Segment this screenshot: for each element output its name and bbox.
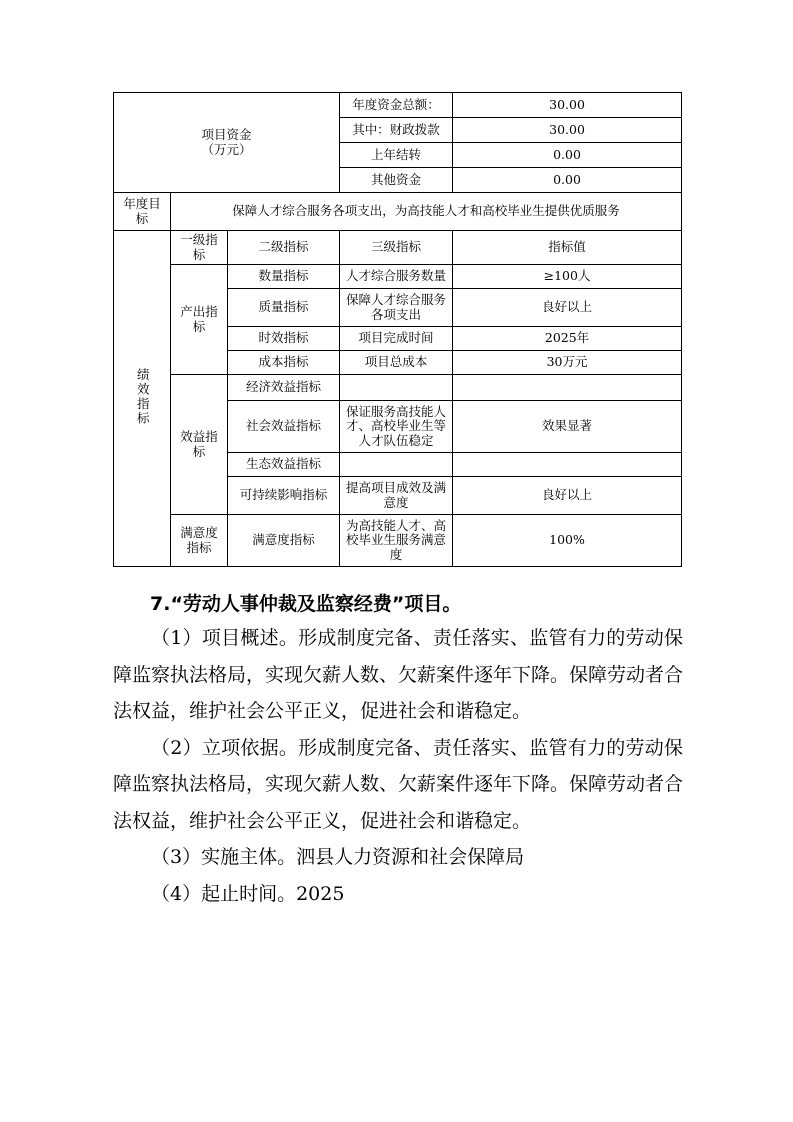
paragraph: （3）实施主体。泗县人力资源和社会保障局 <box>151 846 525 868</box>
value-cell: ≥100人 <box>453 265 682 289</box>
level3-cell: 保证服务高技能人才、高校毕业生等人才队伍稳定 <box>340 401 453 453</box>
value-cell <box>453 375 682 401</box>
performance-label <box>114 231 171 567</box>
satisfaction-label: 满意度指标 <box>171 515 228 567</box>
value-cell: 良好以上 <box>453 289 682 327</box>
value-cell: 30万元 <box>453 351 682 375</box>
output-label: 产出指标 <box>171 265 228 375</box>
value-cell: 良好以上 <box>453 477 682 515</box>
level3-cell <box>340 375 453 401</box>
paragraph: （2）立项依据。形成制度完备、责任落实、监管有力的劳动保障监察执法格局，实现欠薪人数、欠薪案件逐年下降。保障劳动者合法权益，维护社会公平正义，促进社会和谐稳定。 <box>113 736 684 832</box>
performance-label-text: 绩效指标 <box>135 367 151 426</box>
header-level1: 一级指标 <box>171 231 228 265</box>
section-heading: 7.“劳动人事仲裁及监察经费”项目。 <box>150 593 462 615</box>
value-cell: 100% <box>453 515 682 567</box>
annual-goal-label: 年度目标 <box>114 193 171 231</box>
funds-row-value: 0.00 <box>453 168 682 193</box>
level2-cell: 质量指标 <box>228 289 340 327</box>
section-body <box>113 620 683 912</box>
funds-row-label: 其他资金 <box>340 168 453 193</box>
value-cell: 效果显著 <box>453 401 682 453</box>
funds-row-label: 其中：财政拨款 <box>340 118 453 143</box>
level2-cell: 生态效益指标 <box>228 453 340 477</box>
header-level3: 三级指标 <box>340 231 453 265</box>
paragraph: （1）项目概述。形成制度完备、责任落实、监管有力的劳动保障监察执法格局，实现欠薪人数、欠薪案件逐年下降。保障劳动者合法权益，维护社会公平正义，促进社会和谐稳定。 <box>113 627 684 722</box>
funds-row-label: 上年结转 <box>340 143 453 168</box>
value-cell <box>453 453 682 477</box>
funds-row-value: 30.00 <box>453 93 682 118</box>
funds-row-value: 0.00 <box>453 143 682 168</box>
paragraph: （4）起止时间。2025 <box>151 882 345 905</box>
benefit-label: 效益指标 <box>171 375 228 515</box>
header-value: 指标值 <box>453 231 682 265</box>
level3-cell: 提高项目成效及满意度 <box>340 477 453 515</box>
funds-row-value: 30.00 <box>453 118 682 143</box>
level3-cell: 为高技能人才、高校毕业生服务满意度 <box>340 515 453 567</box>
annual-goal-text: 保障人才综合服务各项支出，为高技能人才和高校毕业生提供优质服务 <box>171 193 682 231</box>
level2-cell: 可持续影响指标 <box>228 477 340 515</box>
level2-cell: 满意度指标 <box>228 515 340 567</box>
level3-cell: 项目总成本 <box>340 351 453 375</box>
level3-cell: 项目完成时间 <box>340 327 453 351</box>
level2-cell: 经济效益指标 <box>228 375 340 401</box>
level2-cell: 数量指标 <box>228 265 340 289</box>
level2-cell: 社会效益指标 <box>228 401 340 453</box>
performance-table <box>113 92 682 567</box>
header-level2: 二级指标 <box>228 231 340 265</box>
funds-label: 项目资金 （万元） <box>114 93 340 193</box>
level2-cell: 时效指标 <box>228 327 340 351</box>
level2-cell: 成本指标 <box>228 351 340 375</box>
level3-cell: 人才综合服务数量 <box>340 265 453 289</box>
value-cell: 2025年 <box>453 327 682 351</box>
funds-row-label: 年度资金总额： <box>340 93 453 118</box>
level3-cell <box>340 453 453 477</box>
level3-cell: 保障人才综合服务各项支出 <box>340 289 453 327</box>
